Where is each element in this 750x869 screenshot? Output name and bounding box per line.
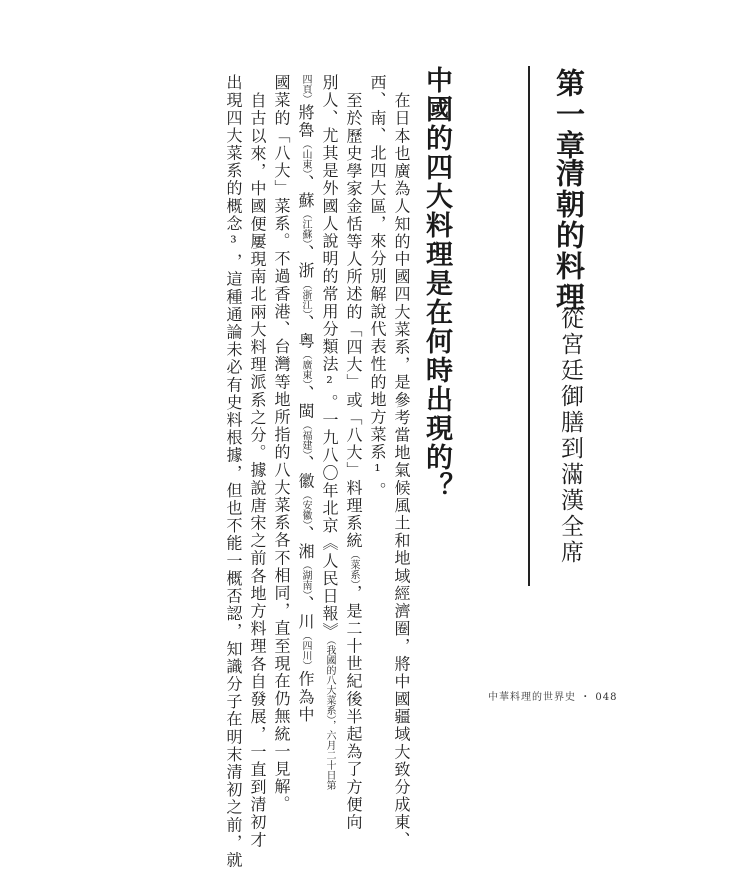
body-line-5-k: 、徽: [296, 455, 315, 491]
footer-separator: ・: [580, 692, 592, 703]
section-heading: 中國的四大料理是在何時出現的？: [421, 66, 452, 501]
body-line-2: 西、南、北四大區，來分別解說代表性的地方菜系¹。: [368, 74, 387, 500]
body-line-5-o: 、川: [296, 595, 315, 631]
body-line-5-g: 、粵: [296, 314, 315, 350]
chapter-subtitle: 從宮廷御膳到滿漢全席: [557, 306, 583, 566]
body-line-3-text: 至於歷史學家金恬等人所述的「四大」或「八大」料理系統: [344, 92, 363, 550]
body-line-5-f: （浙江）: [300, 279, 311, 315]
page-footer: [488, 688, 617, 703]
body-line-5-b: （山東）: [300, 139, 311, 175]
body-line-5-d: （江蘇）: [300, 209, 311, 245]
body-line-1: 在日本也廣為人知的中國四大菜系，是參考當地氣候風土和地域經濟圈，將中國疆域大致分成東、: [392, 92, 411, 849]
body-line-4: [321, 74, 337, 790]
body-line-5-l: （安徽）: [300, 490, 311, 526]
body-line-5-a: 將魯: [296, 104, 315, 140]
body-line-5-n: （湖南）: [300, 560, 311, 596]
body-line-7: 自古以來，中國便屢現南北兩大料理派系之分。據說唐宋之前各地方料理各自發展，一直到清初才: [248, 92, 267, 849]
body-line-5-i: 、閩: [296, 384, 315, 421]
footer-page-number: 048: [595, 692, 618, 703]
body-line-3-rest: ，是二十世紀後半起為了方便向: [344, 584, 363, 832]
body-line-3: [345, 92, 361, 831]
chapter-number: 第一章: [552, 68, 586, 161]
body-line-5-p: （四川）: [300, 630, 311, 671]
body-line-5-h: （廣東）: [300, 349, 311, 385]
body-line-3-note: （菜系）: [348, 549, 359, 585]
body-line-5-c: 、蘇: [296, 174, 315, 210]
body-line-5: [297, 74, 313, 723]
body-line-4-note: （我國的八大菜系），六月二十日第: [324, 640, 335, 791]
body-line-5-q: 作為中: [296, 670, 315, 724]
chapter-divider-rule: [528, 66, 530, 586]
chapter-title: 清朝的料理: [552, 158, 586, 313]
body-line-4-text: 別人、尤其是外國人說明的常用分類法²。一九八〇年北京《人民日報》: [320, 74, 339, 641]
footer-book-title: 中華料理的世界史: [488, 692, 576, 703]
body-line-5-e: 、浙: [296, 244, 315, 280]
body-line-5-m: 、湘: [296, 525, 315, 561]
body-line-5-j: （福建）: [300, 420, 311, 456]
body-line-8: 出現四大菜系的概念³，這種通論未必有史料根據，但也不能一概否認，知識分子在明末清初之前，就: [224, 74, 243, 869]
body-line-5-note-a: 四頁）: [300, 74, 311, 104]
body-line-6: 國菜的「八大」菜系。不過香港、台灣等地所指的八大菜系各不相同，直至現在仍無統一見解。: [272, 74, 291, 814]
